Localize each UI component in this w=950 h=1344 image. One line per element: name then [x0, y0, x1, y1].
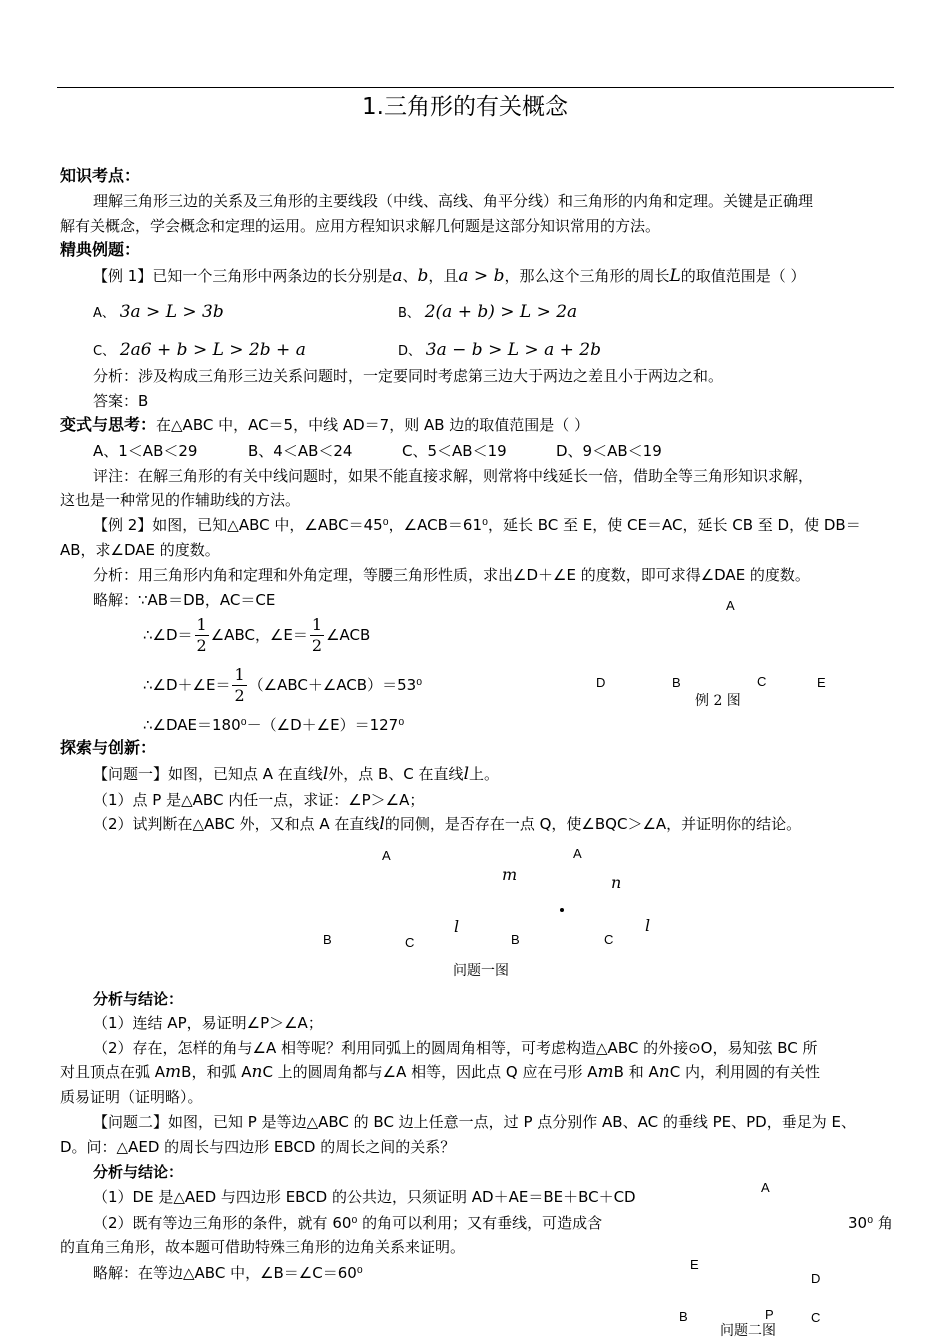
example-2-solution-3: ∴∠DAE＝180⁰－（∠D＋∠E）＝127⁰: [143, 716, 405, 734]
knowledge-line-1: 理解三角形三边的关系及三角形的主要线段（中线、高线、角平分线）和三角形的内角和定理。关键是正确理: [93, 192, 814, 210]
fig-ex2-caption: 例 2 图: [695, 693, 741, 709]
example-1-text-b: ，且: [428, 267, 459, 285]
fig-p1b-label-a: A: [573, 846, 582, 861]
example-2-analysis: 分析：用三角形内角和定理和外角定理，等腰三角形性质，求出∠D＋∠E 的度数，即可求得∠DAE 的度数。: [93, 566, 810, 584]
fig-p1b-label-m: m: [502, 865, 518, 884]
sep: 、: [402, 267, 418, 285]
option-b: [398, 302, 577, 324]
fig-p1b-label-c: C: [604, 932, 614, 947]
variant-option-c: C、5＜AB＜19: [402, 442, 507, 460]
examples-heading: 精典例题：: [60, 240, 141, 259]
problem-2-solution: 略解：在等边△ABC 中，∠B＝∠C＝60⁰: [93, 1264, 363, 1282]
q1-a: 【问题一】如图，已知点 A 在直线: [93, 765, 323, 783]
fig-p2-label-c: C: [811, 1310, 821, 1325]
fig-p2-label-a: A: [761, 1180, 770, 1195]
example-1-analysis: 分析：涉及构成三角形三边关系问题时，一定要同时考虑第三边大于两边之差且小于两边之和。: [93, 367, 724, 385]
sol1-b: ∠ABC，∠E＝: [210, 626, 308, 644]
problem-1-part-1: （1）点 P 是△ABC 内任一点，求证：∠P＞∠A；: [93, 791, 425, 809]
variant-text: 在△ABC 中，AC＝5，中线 AD＝7，则 AB 边的取值范围是（ ）: [156, 416, 590, 434]
sol2-a: ∴∠D＋∠E＝: [143, 676, 231, 694]
fig-ex2-label-c: C: [757, 674, 767, 689]
example-1-answer: 答案：B: [93, 392, 149, 410]
example-2-solution-2: [143, 662, 422, 708]
example-1-text-a: 已知一个三角形中两条边的长分别是: [152, 267, 393, 285]
fig-p1b-point: [560, 908, 564, 912]
example-2-line-2: AB，求∠DAE 的度数。: [60, 541, 220, 559]
var-b: b: [417, 266, 429, 286]
fig-p1b-label-b: B: [511, 932, 520, 947]
fig-p2-label-e: E: [690, 1257, 699, 1272]
option-a: [93, 302, 224, 324]
problem-1-statement: [93, 764, 499, 784]
variant-comment-1: 评注：在解三角形的有关中线问题时，如果不能直接求解，则常将中线延长一倍，借助全等三角形知识求解，: [93, 467, 814, 485]
problem-2-conclusion-2b: 30⁰ 角: [848, 1214, 893, 1232]
example-1-question: [93, 266, 806, 286]
page-title: 1.三角形的有关概念: [362, 94, 568, 120]
fig-p1b-label-n: n: [611, 873, 622, 892]
fig-p1-caption: 问题一图: [453, 963, 509, 979]
var-a: a: [392, 266, 403, 286]
option-expr: 2a6 + b > L > 2b + a: [119, 340, 306, 360]
knowledge-heading: 知识考点：: [60, 166, 141, 185]
option-c: [93, 340, 306, 362]
problem-2-line-2: D。问：△AED 的周长与四边形 EBCD 的周长之间的关系？: [60, 1138, 456, 1156]
problem-2-conclusion-1: （1）DE 是△AED 与四边形 EBCD 的公共边，只须证明 AD＋AE＝BE＋BC＋CD: [93, 1188, 636, 1206]
problem-1-conclusion-4: 质易证明（证明略）。: [60, 1088, 203, 1106]
fig-p1a-label-a: A: [382, 848, 391, 863]
problem-2-conclusion-2a: （2）既有等边三角形的条件，就有 60⁰ 的角可以利用；又有垂线，可造成含: [93, 1214, 603, 1232]
knowledge-line-2: 解有关概念，学会概念和定理的运用。应用方程知识求解几何题是这部分知识常用的方法。: [60, 217, 661, 235]
frac-num: 1: [196, 615, 207, 634]
option-letter: C、: [93, 344, 116, 359]
fig-p2-label-p: P: [765, 1307, 774, 1322]
frac-num: 1: [311, 615, 323, 634]
problem-1-conclusion-2: （2）存在，怎样的角与∠A 相等呢？利用同弧上的圆周角相等，可考虑构造△ABC 的外接⊙O，易知弦 BC 所: [93, 1039, 818, 1057]
var-L: L: [669, 266, 681, 286]
top-rule: [57, 87, 894, 88]
q1-p2-b: 的同侧，是否存在一点 Q，使∠BQC＞∠A，并证明你的结论。: [384, 815, 802, 833]
option-expr: 2(a + b) > L > 2a: [424, 302, 578, 322]
variant-label: 变式与思考：: [60, 415, 157, 434]
q1-b: 外，点 B、C 在直线: [328, 765, 464, 783]
var-m: m: [597, 1062, 614, 1082]
explore-heading: 探索与创新：: [60, 738, 157, 757]
fig-ex2-label-a: A: [726, 598, 735, 613]
problem-2-line-1: 【问题二】如图，已知 P 是等边△ABC 的 BC 边上任意一点，过 P 点分别作 AB、AC 的垂线 PE、PD，垂足为 E、: [93, 1113, 856, 1131]
example-2-solution-0: 略解：∵AB＝DB，AC＝CE: [93, 591, 276, 609]
var-m: m: [165, 1062, 182, 1082]
problem-1-part-2: [93, 814, 801, 834]
example-1-label: 【例 1】: [93, 267, 153, 285]
option-d: [398, 340, 601, 362]
frac-den: 2: [311, 636, 323, 655]
example-2-solution-1: [143, 612, 370, 658]
c3-b: B，和弧 A: [181, 1063, 252, 1081]
option-letter: B、: [398, 306, 420, 321]
var-n: n: [658, 1062, 670, 1082]
var-l: l: [463, 764, 469, 784]
fraction-half: [310, 615, 324, 656]
condition-a-gt-b: a > b: [458, 266, 505, 286]
variant-option-b: B、4＜AB＜24: [248, 442, 353, 460]
fig-p2-label-b: B: [679, 1309, 688, 1324]
variant-option-d: D、9＜AB＜19: [556, 442, 662, 460]
example-1-text-d: 的取值范围是（ ）: [680, 267, 806, 285]
fraction-half: [195, 615, 209, 656]
example-1-text-c: ，那么这个三角形的周长: [504, 267, 670, 285]
example-2-line-1: 【例 2】如图，已知△ABC 中，∠ABC＝45⁰，∠ACB＝61⁰，延长 BC 至 E，使 CE＝AC，延长 CB 至 D，使 DB＝: [93, 516, 861, 534]
var-l: l: [379, 814, 385, 834]
c3-c: C 上的圆周角都与∠A 相等，因此点 Q 应在弓形 A: [262, 1063, 598, 1081]
var-l: l: [322, 764, 329, 784]
option-letter: A、: [93, 306, 115, 321]
fig-ex2-label-e: E: [817, 675, 826, 690]
sol2-b: （∠ABC＋∠ACB）＝53⁰: [248, 676, 423, 694]
problem-1-conclusion-heading: 分析与结论：: [93, 990, 184, 1008]
c3-a: 对且顶点在弧 A: [60, 1063, 166, 1081]
sol1-c: ∠ACB: [326, 626, 371, 644]
option-expr: 3a > L > 3b: [119, 302, 224, 322]
fig-ex2-label-d: D: [596, 675, 606, 690]
q1-c: 上。: [469, 765, 500, 783]
problem-1-conclusion-3: [60, 1062, 820, 1082]
sol1-a: ∴∠D＝: [143, 626, 193, 644]
frac-den: 2: [234, 686, 245, 705]
problem-2-conclusion-heading: 分析与结论：: [93, 1163, 184, 1181]
var-n: n: [251, 1062, 263, 1082]
frac-num: 1: [234, 665, 245, 684]
option-expr: 3a − b > L > a + 2b: [425, 340, 601, 360]
variant-comment-2: 这也是一种常见的作辅助线的方法。: [60, 491, 301, 509]
c3-e: C 内，利用圆的有关性: [669, 1063, 820, 1081]
frac-den: 2: [196, 636, 207, 655]
option-letter: D、: [398, 344, 422, 359]
c3-d: B 和 A: [613, 1063, 659, 1081]
fraction-half: [232, 665, 246, 706]
variant-option-a: A、1＜AB＜29: [93, 442, 198, 460]
q1-p2-a: （2）试判断在△ABC 外，又和点 A 在直线: [93, 815, 380, 833]
problem-1-conclusion-1: （1）连结 AP，易证明∠P＞∠A；: [93, 1014, 323, 1032]
fig-p2-label-d: D: [811, 1271, 821, 1286]
fig-p1a-label-l: l: [454, 917, 460, 936]
fig-p2-caption: 问题二图: [720, 1323, 776, 1339]
fig-p1a-label-b: B: [323, 932, 332, 947]
fig-p1a-label-c: C: [405, 935, 415, 950]
variant-question: [60, 415, 589, 435]
fig-p1b-label-l: l: [645, 916, 651, 935]
fig-ex2-label-b: B: [672, 675, 681, 690]
problem-2-conclusion-3: 的直角三角形，故本题可借助特殊三角形的边角关系来证明。: [60, 1238, 466, 1256]
